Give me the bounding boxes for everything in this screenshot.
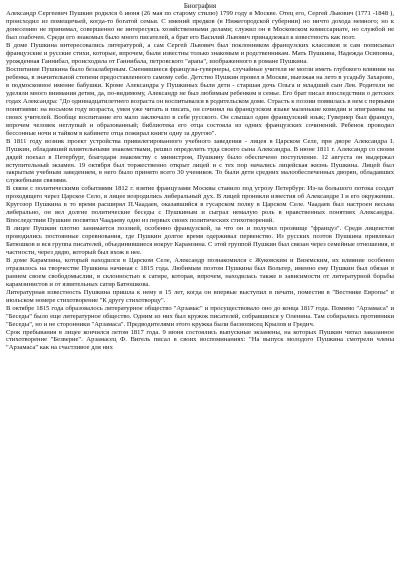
paragraph-1812: В связи с политическими событиями 1812 г. взятие французами Москвы ставило под угрозу Петербург. Из-за большого потока солдат проходящего через Царское Село, в лицее возродились либеральный дух. В лицей проникли известия об Александре I и его окружении. Кругозор Пушкина в то время расширял П.Чаадаев, оказавшийся в гусарском полку в Царском Селе. Чаадаев был настроен весьма либерально, он вел долгие политические беседы с Пушкиным и сыграл немалую роль в нравственных понятиях Александра. Впоследствии Пушкин посвятил Чаадаеву одно из первых своих политических стихотворений. [6, 185, 394, 225]
paragraph-first-publication: Литературная известность Пушкина пришла к нему в 15 лет, когда он впервые выступил в печати, поместив в "Вестнике Европы" в июльском номере стихотворение "К другу стихотворцу". [6, 288, 394, 304]
paragraph-upbringing: Воспитание Пушкина было безалаберным. Сменявшиеся французы-гувернеры, случайные учителя не могли иметь глубокого влияния на ребенка, в значительной степени предоставленного самому себе. Детство Пушкин провел в Москве, выезжая на лето в усадьбу Захарово, в подмосковное имение бабушки. Кроме Александра у Пушкиных были дети - старшая дочь Ольга и младший сын Лев. Родители не уделяли много внимания детям, да, по-видимому, Александр не был любимым ребенком в семье. Его брат писал впоследствии о детских годах Александра: "До одиннадцатилетнего возраста он воспитывался в родительском доме. Страсть к поэзии появилась в нем с первыми понятиями: на восьмом году возраста, умея уже читать и писать, он сочинял на французском языке маленькие комедии и эпиграммы на своих учителей. Вообще воспитание его мало заключало в себе русского. Он слышал один французский язык; Гувернер был француз, впрочем человек неглупый и образованный; библиотека его отца состояла из одних французских сочинений. Ребенок проводил бессонные ночи и тайком в кабинете отца пожирал книги одну за другою". [6, 66, 394, 137]
paragraph-graduation: Срок пребывания в лицее кончился летом 1817 года. 9 июня состоялись выпускные экзамены, на которых Пушкин читал заказанное стихотворение "Безверие". Арзамасец Ф. Вигель писал в своих воспоминаниях: "На выпуск молодого Пушкина смотрели члены "Арзамаса" как на счастливое для них [6, 328, 394, 352]
paragraph-birth: Александр Сергеевич Пушкин родился 6 июня (26 мая по старому стилю) 1799 году в Москве. Отец его, Сергей Львович (1771 -1848 ), происходил из помещичьей, когда-то богатой семьи. С имений предков (в Нижегородской губернии) но ничто дохода немного; но к донесению не принимал, совершенно не интересуясь хозяйственными делами; служил он в Московском комиссариате, но службой не был озабочен. Среди его знакомых было много писателей, а брат его Василий Львович принадлежал к известность как поэт. [6, 10, 394, 42]
paragraph-lyceum: В 1811 году возник проект устройства привилегированного учебного заведения - лицея в Царском Селе, при дворе Александра I. Пушкин, обладавший влиятельными знакомствами, решил определить туда своего сына Александра. В июне 1811 г. Александр со своим дядей поехал в Петербург, благодаря знакомству с министром, Пушкину было обеспечено поступление. 12 августа он выдержал вступительный экзамен. 19 октября был торжественно открыт лицей и с тех пор начались лицейская жизнь Пушкина. Лицей был закрытым учебным заведением, в него было принято всего 30 учеников. То были дети средних малообеспеченных дворян, обладавших служебными связями. [6, 137, 394, 185]
paragraph-family: В доме Пушкина интересовались литературой, а сам Сергей Львович был поклонником французских классиков и сам пописывал французские и русские стихи, которые, впрочем, были известны только знакомым и родственникам. Мать Пушкина, Надежда Осиповна, урожденная Ганнибал, происходила от Ганнибала, петровского "арапа", изображенного в романе Пушкина. [6, 42, 394, 66]
paragraph-arzamas: В октябре 1815 года образовалось литературное общество "Арзамас" и просуществовало оно до конца 1817 года. Помимо "Арзамаса" и "Беседы" было еще литературное общество. Одним из них был кружок писателей, собравшихся у Оленина. Там собирались противники "Беседы", но и не сторонники "Арзамаса". Предводителями этого кружка были баснописец Крылов и Гредич. [6, 304, 394, 328]
paragraph-karamzin: В доме Карамзина, который находился в Царском Селе, Александр познакомился с Жуковским и Вяземским, их влияние особенно отразилось на творчестве Пушкина начиная с 1815 года. Любимым поэтом Пушкина был Вольтер, именно ему Пушкин был обязан в раннем своем свободомыслии, в склонностью к сатире, которая, впрочем, находилась также в зависимости от литературной борьбы карамзинистов и от язвительных сатир Батюшкова. [6, 256, 394, 288]
paragraph-lyceum-poetry: В лицее Пушкин плотно занимается поэзией, особенно французской, за что он и получил прозвище "француз". Среди лицеистов проводились постоянные соревнования, где Пушкин долгое время одерживал первенство. Из русских поэтов Пушкина привлекал Батюшков и вся группа писателей, объединившиеся вокруг Карамзина. С этой группой Пушкин был связан через семейные отношения, в частности, через дядю, который был вхож в нее. [6, 225, 394, 256]
document-title: Биография [183, 2, 217, 10]
